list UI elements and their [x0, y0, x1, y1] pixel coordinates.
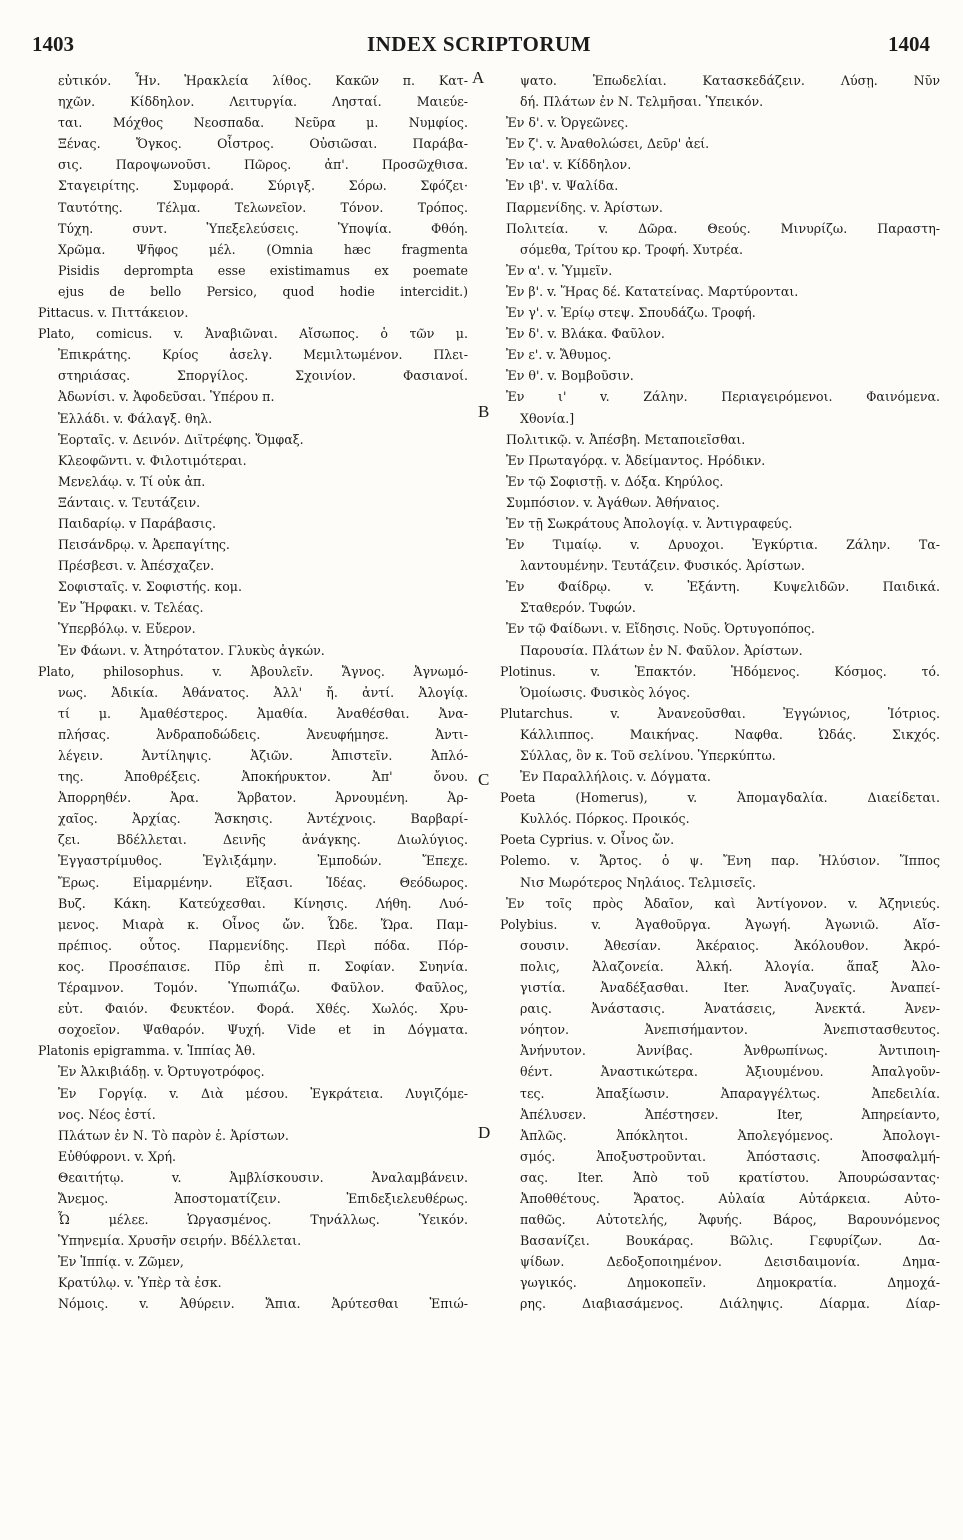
index-line: Ἐν ια'. v. Κίδδηλον. — [506, 157, 632, 173]
index-line: Ἐν ζ'. v. Ἀναθολώσει, Δεῦρ' ἀεί. — [506, 136, 710, 152]
index-line: Ἀπορρηθέν. Ἀρα. Ἄρβατον. Ἀρνουμένη. Ἀρ- — [58, 790, 468, 806]
index-line: Ἐν Γοργίᾳ. v. Διὰ μέσου. Ἐγκράτεια. Λυγιζόμε- — [58, 1085, 468, 1101]
page-header — [28, 32, 930, 60]
index-line: Ἐπικράτης. Κρίος ἀσελγ. Μεμιλτωμένον. Πλει- — [58, 347, 468, 363]
index-line: Plotinus. v. Ἐπακτόν. Ἡδόμενος. Κόσμος. τό. — [500, 663, 940, 679]
index-line: ρης. Διαβιασάμενος. Διάληψις. Δίαρμα. Δίαρ- — [520, 1296, 940, 1312]
index-line: δή. Πλάτων ἐν Ν. Τελμῆσαι. Ὑπεικόν. — [520, 94, 764, 110]
index-line: Plutarchus. v. Ἀνανεοῦσθαι. Ἐγγώνιος, Ἰότριος. — [500, 705, 940, 721]
index-line: Ἐν Φάωνι. v. Ἀτηρότατον. Γλυκὺς ἀγκών. — [58, 642, 325, 658]
index-line: ραις. Ἀνάστασις. Ἀνατάσεις, Ἀνεκτά. Ἀνεν- — [520, 1001, 940, 1017]
index-line: Κρατύλῳ. v. Ὑπὲρ τὰ ἐσκ. — [58, 1275, 222, 1291]
index-line: σμός. Ἀποξυστροῦνται. Ἀπόστασις. Ἀποσφαλμή- — [520, 1148, 940, 1164]
index-line: θέντ. Ἀναστικώτερα. Ἀξιουμένου. Ἀπαλγοῦν- — [520, 1064, 940, 1080]
index-line: Ἐν Τιμαίῳ. v. Δρυοχοι. Ἐγκύρτια. Ζάλην. Τα- — [506, 537, 940, 553]
index-line: Βυζ. Κάκη. Κατεύχεσθαι. Κίνησις. Λήθη. Λυό- — [58, 895, 468, 911]
index-line: Ἀδωνίσι. v. Ἀφοδεῦσαι. Ὑπέρου π. — [58, 389, 275, 405]
index-line: Ἀποθθέτους. Ἄρατος. Αὐλαία Αὐτάρκεια. Αὐτο- — [520, 1190, 940, 1206]
index-line: στηριάσας. Σποργίλος. Σχοινίον. Φασιανοί. — [58, 368, 468, 384]
index-line: Ἀνήνυτον. Ἀννίβας. Ἀνθρωπίνως. Ἀντιποιη- — [520, 1043, 940, 1059]
index-line: Ξάνταις. v. Τευτάζειν. — [58, 494, 201, 510]
index-line: Ἐν ιβ'. v. Ψαλίδα. — [506, 178, 619, 194]
index-line: σοχοεῖον. Ψαθαρόν. Ψυχή. Vide et in Δόγματα. — [58, 1022, 468, 1038]
index-line: Ἐν τῷ Φαίδωνι. v. Εἴδησις. Νοῦς. Ὀρτυγοπόπος. — [506, 621, 815, 637]
index-line: κος. Προσέπαισε. Πῦρ ἐπὶ π. Σοφίαν. Συηνία. — [58, 958, 468, 974]
index-line: Παρουσία. Πλάτων ἐν Ν. Φαῦλον. Ἀρίστων. — [520, 642, 803, 658]
index-line: Τέραμνον. Τομόν. Ὑπωπιάζω. Φαῦλον. Φαῦλος, — [58, 980, 468, 996]
index-line: Νισ Μωρότερος Νηλάιος. Τελμισεῖς. — [520, 874, 757, 890]
index-line: σόμεθα, Τρίτου κρ. Τροφή. Χυτρέα. — [520, 241, 743, 257]
index-line: ψατο. Ἐπωδελίαι. Κατασκεδάζειν. Λύσῃ. Νῦν — [520, 73, 940, 88]
index-line: νόητον. Ἀνεπισήμαντον. Ἀνεπιστασθευτος. — [520, 1022, 940, 1038]
index-line: Πρέσβεσι. v. Ἀπέσχαζεν. — [58, 558, 215, 574]
index-line: Platonis epigramma. v. Ἱππίας Ἀθ. — [38, 1043, 256, 1059]
index-line: Ἐν β'. v. Ἥρας δέ. Κατατείνας. Μαρτύρονται. — [506, 283, 799, 299]
index-line: μενος. Μιαρὰ κ. Οἶνος ὤν. Ὧδε. Ὥρα. Παμ- — [58, 916, 468, 932]
index-line: ψίδων. Δεδοξοποιημένον. Δεισιδαιμονία. Δημα- — [520, 1254, 940, 1270]
index-line: Ἐν α'. v. Ὑμμεῖν. — [506, 262, 613, 278]
index-line: τί μ. Ἀμαθέστερος. Ἀμαθία. Ἀναθέσθαι. Ἀνα- — [58, 705, 468, 721]
index-line: Ἐν Ἀλκιβιάδῃ. v. Ὀρτυγοτρόφος. — [58, 1064, 265, 1080]
index-line: Ταυτότης. Τέλμα. Τελωνεῖον. Τόνον. Τρόπος. — [58, 199, 468, 215]
index-line: Ἐν γ'. v. Ἐρίῳ στεψ. Σπουδάζω. Τροφή. — [506, 305, 756, 321]
index-line: γωγικός. Δημοκοπεῖν. Δημοκρατία. Δημοχά- — [520, 1275, 940, 1291]
index-line: Ἐν θ'. v. Βομβοῦσιν. — [506, 368, 634, 384]
index-line: Ἀπλῶς. Ἀπόκλητοι. Ἀπολεγόμενος. Ἀπολογι- — [520, 1127, 940, 1143]
index-line: Pittacus. v. Πιττάκειον. — [38, 305, 189, 321]
index-line: Σταγειρίτης. Συμφορά. Σύριγξ. Σόρω. Σφόζει· — [58, 178, 468, 194]
index-line: ζει. Βδέλλεται. Δεινῆς ἀνάγκης. Διωλύγιος. — [58, 832, 468, 848]
section-marker-b: B — [478, 402, 490, 421]
index-line: Βασανίζει. Βουκάρας. Βῶλις. Γεφυρίζων. Δα- — [520, 1233, 940, 1249]
index-line: χαῖος. Ἀρχίας. Ἄσκησις. Ἀντέχνοις. Βαρβαρί- — [58, 811, 468, 827]
left-column — [38, 70, 468, 1315]
index-line: Ὑπηνεμία. Χρυσῆν σειρήν. Βδέλλεται. — [58, 1233, 302, 1249]
index-line: Ὑπερβόλῳ. v. Εὔερον. — [58, 621, 196, 637]
page-number-left: 1403 — [32, 32, 74, 56]
index-line: Χρῶμα. Ψῆφος μέλ. (Omnia hæc fragmenta — [58, 241, 468, 257]
index-line: Ὦ μέλεε. Ὡργασμένος. Τηνάλλως. Ὑεικόν. — [58, 1212, 468, 1228]
index-line: Ὁμοίωσις. Φυσικὸς λόγος. — [520, 684, 691, 700]
index-line: Νόμοις. v. Ἀθύρειν. Ἄπια. Ἀρύτεσθαι Ἐπιώ- — [58, 1296, 468, 1312]
index-line: Πολιτικῷ. v. Ἀπέσβη. Μεταποιεῖσθαι. — [506, 431, 746, 447]
index-line: Polybius. v. Ἀγαθοῦργα. Ἀγωγή. Ἀγωνιῶ. Αἴσ- — [500, 916, 940, 932]
index-line: Ἐν Ἱππίᾳ. v. Ζῶμεν, — [58, 1254, 184, 1270]
index-line: Συμπόσιον. v. Ἀγάθων. Ἀθήναιος. — [506, 494, 720, 510]
index-line: Ἑορταῖς. v. Δεινόν. Διϊτρέφης. Ὄμφαξ. — [58, 431, 304, 447]
index-line: πλήσας. Ἀνδραποδώδεις. Ἀνευφήμησε. Ἀντι- — [58, 726, 468, 742]
index-line: Ἐν ι' v. Ζάλην. Περιαγειρόμενοι. Φαινόμενα. — [506, 389, 940, 405]
index-line: Plato, comicus. v. Ἀναβιῶναι. Αἴσωπος. ὁ τῶν μ. — [38, 326, 468, 342]
index-line: Ἑλλάδι. v. Φάλαγξ. θηλ. — [58, 410, 213, 426]
index-line: Ἐν Ἥρφακι. v. Τελέας. — [58, 600, 204, 616]
index-line: Πολιτεία. v. Δῶρα. Θεούς. Μινυρίζω. Παραστη- — [506, 220, 940, 236]
index-line: Μενελάῳ. v. Τί οὐκ ἀπ. — [58, 473, 206, 489]
index-line: εὐτ. Φαιόν. Φευκτέον. Φορά. Χθές. Χωλός. Χρυ- — [58, 1001, 468, 1017]
index-line: Πλάτων ἐν Ν. Τὸ παρὸν ἑ. Ἀρίστων. — [58, 1127, 289, 1143]
index-line: Σύλλας, ὃν κ. Τοῦ σελίνου. Ὑπερκύπτω. — [520, 748, 776, 763]
section-marker-d: D — [478, 1123, 491, 1142]
index-line: Παρμενίδης. v. Ἀρίστων. — [506, 199, 663, 215]
index-line: ηχῶν. Κίδδηλον. Λειτυργία. Λησταί. Μαιεύε- — [58, 94, 468, 110]
index-line: σουσιν. Ἀθεσίαν. Ἀκέραιος. Ἀκόλουθον. Ἀκρό- — [520, 937, 940, 953]
index-line: νος. Νέος ἐστί. — [58, 1106, 156, 1122]
index-line: λέγειν. Ἀντίληψις. Ἀζιῶν. Ἀπιστεῖν. Ἀπλό- — [58, 748, 468, 763]
index-line: Poeta (Homerus), v. Ἀπομαγδαλία. Διαείδεται. — [500, 790, 940, 806]
index-line: Poeta Cyprius. v. Οἶνος ὤν. — [500, 832, 675, 848]
index-line: Ἐν τῇ Σωκράτους Ἀπολογίᾳ. v. Ἀντιγραφεύς. — [506, 515, 793, 531]
index-line: Ἐν Φαίδρῳ. v. Ἐξάντη. Κυψελιδῶν. Παιδικά. — [506, 579, 940, 595]
index-line: Σταθερόν. Τυφών. — [520, 600, 636, 616]
index-line: Πεισάνδρῳ. v. Ἀρεπαγίτης. — [58, 537, 230, 553]
index-line: της. Ἀποθρέξεις. Ἀποκήρυκτον. Ἀπ' ὄνου. — [58, 769, 468, 785]
index-line: Παιδαρίῳ. v Παράβασις. — [58, 515, 217, 531]
index-line: Ξένας. Ὄγκος. Οἶστρος. Οὐσιῶσαι. Παράβα- — [58, 136, 468, 152]
index-line: Εὐθύφρονι. v. Χρή. — [58, 1148, 177, 1164]
index-line: Ἐν τοῖς πρὸς Ἀδαῖον, καὶ Ἀντίγονον. v. Ἀζηνιεύς. — [506, 895, 940, 911]
running-title: INDEX SCRIPTORUM — [366, 32, 592, 56]
index-line: Ἐν τῷ Σοφιστῇ. v. Δόξα. Κηρύλος. — [506, 473, 724, 489]
index-line: λαντουμένην. Τευτάζειν. Φυσικός. Ἀρίστων. — [520, 558, 805, 574]
index-line: Polemo. v. Ἄρτος. ὁ ψ. Ἔνη παρ. Ἠλύσιον. Ἵππος — [500, 853, 940, 869]
index-line: Ἐν Πρωταγόρᾳ. v. Ἀδείμαντος. Ηρόδικν. — [506, 452, 766, 468]
index-line: Plato, philosophus. v. Ἀβουλεῖν. Ἄγνος. Ἀγνωμό- — [38, 663, 468, 679]
index-line: νως. Ἀδικία. Ἀθάνατος. Ἀλλ' ἤ. ἀντί. Ἀλογίᾳ. — [58, 684, 468, 700]
index-line: Θεαιτήτῳ. v. Ἀμβλίσκουσιν. Ἀναλαμβάνειν. — [58, 1169, 468, 1185]
index-line: Ἐν δ'. v. Βλάκα. Φαῦλον. — [506, 326, 665, 342]
index-line: ται. Μόχθος Νεοσπαδα. Νεῦρα μ. Νυμφίος. — [58, 115, 468, 131]
index-line: σις. Παροψωνοῦσι. Πῶρος. ἀπ'. Προσῶχθισα. — [58, 157, 468, 173]
section-marker-a: A — [472, 68, 485, 87]
index-line: Ἐγγαστρίμυθος. Ἐγλιξάμην. Ἐμποδών. Ἔπεχε. — [58, 853, 468, 869]
index-line: πρέπιος. οὗτος. Παρμενίδης. Περὶ πόδα. Πόρ- — [58, 937, 468, 953]
index-line: Ἄνεμος. Ἀποστοματίζειν. Ἐπιδεξιελευθέρως. — [58, 1190, 468, 1206]
index-line: σας. Iter. Ἀπὸ τοῦ κρατίστου. Ἀπουρώσαντας· — [520, 1169, 940, 1185]
index-line: ejus de bello Persico, quod hodie intercidit.) — [58, 283, 468, 299]
index-line: εὐτικόν. Ἦν. Ἡρακλεία λίθος. Κακῶν π. Κατ- — [58, 73, 468, 88]
index-line: Ἐν Παραλλήλοις. v. Δόγματα. — [520, 769, 711, 785]
index-line: Pisidis deprompta esse existimamus ex poemate — [58, 262, 468, 278]
index-line: Ἀπέλυσεν. Ἀπέστησεν. Iter, Ἀπηρείαντο, — [520, 1106, 940, 1122]
index-line: Ἔρως. Εἱμαρμένην. Εἴξασι. Ἰδέας. Θεόδωρος. — [58, 874, 468, 890]
page-number-right: 1404 — [888, 32, 930, 56]
right-column — [500, 70, 940, 1315]
index-line: Κυλλός. Πόρκος. Προικός. — [520, 811, 690, 827]
index-line: Χθονία.] — [520, 410, 575, 426]
index-line: Τύχη. συντ. Ὑπεξελεύσεις. Ὑποψία. Φθόη. — [58, 220, 468, 236]
index-line: Κάλλιππος. Μαικήνας. Ναφθα. Ὠδάς. Σικχός. — [520, 726, 940, 742]
index-line: γιστία. Ἀναδέξασθαι. Iter. Ἀναζυγαῖς. Ἀναπεί- — [520, 980, 940, 996]
index-line: πολις, Ἀλαζονεία. Ἀλκή. Ἀλογία. ἅπαξ Ἀλο- — [520, 958, 940, 974]
index-line: Κλεοφῶντι. v. Φιλοτιμότεραι. — [58, 452, 247, 468]
index-line: τες. Ἀπαξίωσιν. Ἀπαραγγέλτως. Ἀπεδειλία. — [520, 1085, 940, 1101]
section-marker-c: C — [478, 770, 490, 789]
index-line: Ἐν δ'. v. Ὀργεῶνες. — [506, 115, 629, 131]
index-line: Ἐν ε'. v. Ἄθυμος. — [506, 347, 612, 363]
index-line: Σοφισταῖς. v. Σοφιστής. κομ. — [58, 579, 242, 595]
index-line: παθῶς. Αὐτοτελής, Ἀφυής. Βάρος, Βαρουνόμενος — [520, 1212, 940, 1228]
